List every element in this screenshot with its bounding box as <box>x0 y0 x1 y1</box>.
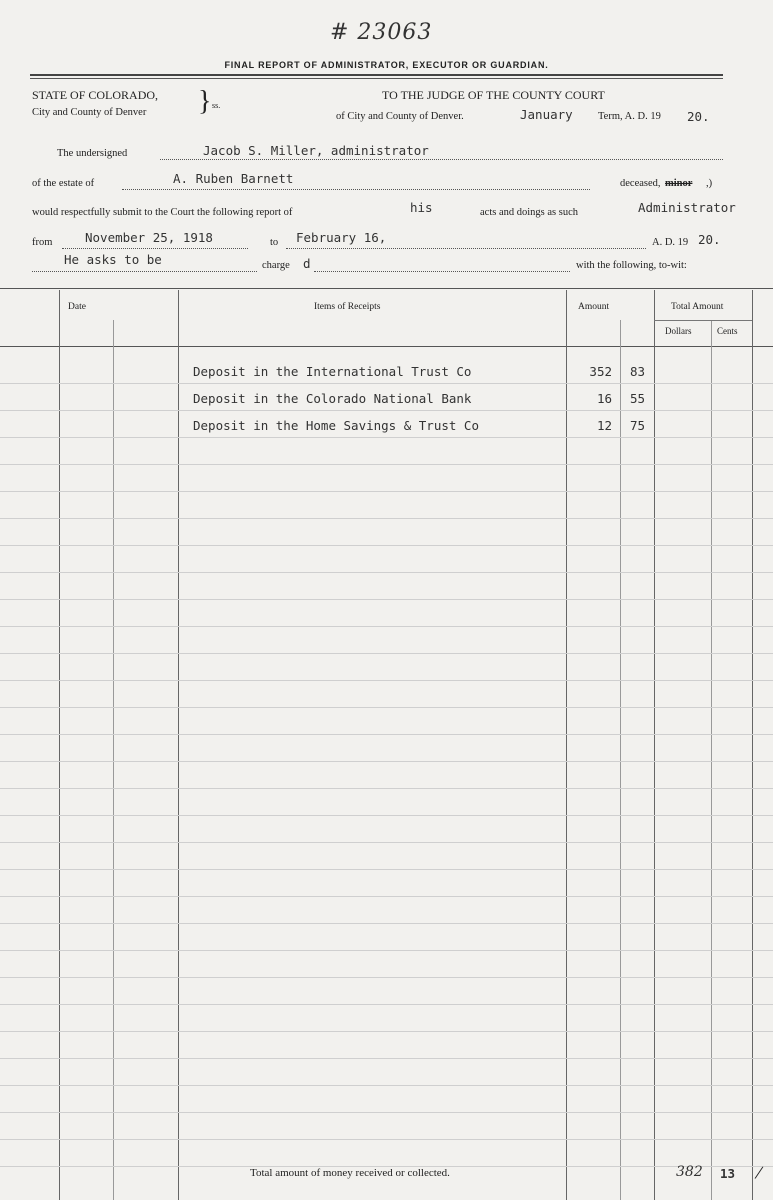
row-description: Deposit in the International Trust Co <box>193 364 472 379</box>
footer-total-label: Total amount of money received or collected. <box>250 1167 450 1179</box>
ruled-line <box>0 734 773 735</box>
row-dollars: 16 <box>596 391 612 406</box>
row-cents: 83 <box>630 364 646 379</box>
charged-line <box>314 271 570 272</box>
estate-name: A. Ruben Barnett <box>173 171 294 186</box>
undersigned-line <box>160 159 723 160</box>
ruled-line <box>0 572 773 573</box>
table-header-border <box>0 346 773 347</box>
col-line-total-mid <box>711 320 712 1200</box>
form-title: FINAL REPORT OF ADMINISTRATOR, EXECUTOR OR GUARDIAN. <box>224 60 549 70</box>
his-word: his <box>410 200 433 215</box>
charged-label: charge <box>262 260 290 271</box>
total-dollars: 382 <box>676 1164 703 1180</box>
tick-mark: / <box>753 1161 765 1185</box>
from-label: from <box>32 237 53 248</box>
ruled-line <box>0 923 773 924</box>
col-line-date-mid <box>113 320 114 1200</box>
col-line-total-right <box>752 290 753 1200</box>
header-items: Items of Receipts <box>314 302 381 312</box>
asks-text: He asks to be <box>64 252 162 267</box>
ruled-line <box>0 977 773 978</box>
acts-text: acts and doings as such <box>480 207 578 218</box>
charged-d: d <box>303 256 311 271</box>
ruled-line <box>0 491 773 492</box>
submit-text: would respectfully submit to the Court the following report of <box>32 207 293 218</box>
ad-year: 20. <box>698 232 721 247</box>
ruled-line <box>0 464 773 465</box>
term-label: Term, A. D. 19 <box>598 111 661 122</box>
ruled-line <box>0 680 773 681</box>
total-cents: 13 <box>720 1166 736 1181</box>
table-top-border <box>0 288 773 289</box>
to-judge-label: TO THE JUDGE OF THE COUNTY COURT <box>382 88 605 102</box>
to-label: to <box>270 237 279 248</box>
header-dollars: Dollars <box>665 326 692 336</box>
ruled-line <box>0 437 773 438</box>
ruled-line <box>0 950 773 951</box>
col-line-amount-left <box>566 290 567 1200</box>
state-label: STATE OF COLORADO, <box>32 88 159 102</box>
header-total-amount: Total Amount <box>671 302 724 312</box>
row-description: Deposit in the Home Savings & Trust Co <box>193 418 479 433</box>
to-date: February 16, <box>296 230 387 245</box>
from-line <box>62 248 248 249</box>
ruled-line <box>0 518 773 519</box>
row-cents: 55 <box>630 391 646 406</box>
title-rule <box>30 74 723 76</box>
deceased-minor-struck: minor <box>665 178 693 189</box>
ruled-line <box>0 1031 773 1032</box>
estate-line <box>122 189 590 190</box>
col-line-date-right <box>178 290 179 1200</box>
term-month: January <box>520 107 573 122</box>
deceased-close-paren: ,) <box>706 178 713 189</box>
ruled-line <box>0 1139 773 1140</box>
role-text: Administrator <box>638 200 736 215</box>
ruled-line <box>0 1112 773 1113</box>
ruled-line <box>0 1058 773 1059</box>
ruled-line <box>0 707 773 708</box>
city-county-label: City and County of Denver <box>32 107 147 118</box>
ad-label: A. D. 19 <box>652 237 689 248</box>
ruled-line <box>0 869 773 870</box>
ruled-line <box>0 626 773 627</box>
ruled-line <box>0 788 773 789</box>
ruled-line <box>0 410 773 411</box>
title-rule-thin <box>30 78 723 79</box>
ruled-line <box>0 1085 773 1086</box>
deceased-label: deceased, <box>620 178 661 189</box>
term-year: 20. <box>687 109 710 124</box>
total-amount-sub-border <box>654 320 752 321</box>
header-cents: Cents <box>717 326 738 336</box>
from-date: November 25, 1918 <box>85 230 213 245</box>
ruled-line <box>0 815 773 816</box>
ruled-line <box>0 896 773 897</box>
header-amount: Amount <box>578 302 610 312</box>
estate-label: of the estate of <box>32 178 95 189</box>
undersigned-name: Jacob S. Miller, administrator <box>203 143 429 158</box>
row-cents: 75 <box>630 418 646 433</box>
with-following-text: with the following, to-wit: <box>576 260 687 271</box>
of-city-label: of City and County of Denver. <box>336 111 464 122</box>
header-date: Date <box>68 302 86 312</box>
row-dollars: 12 <box>596 418 612 433</box>
ruled-line <box>0 842 773 843</box>
ruled-line <box>0 653 773 654</box>
ruled-line <box>0 761 773 762</box>
ruled-line <box>0 545 773 546</box>
to-line <box>286 248 646 249</box>
col-line-amount-mid <box>620 320 621 1200</box>
ruled-line <box>0 599 773 600</box>
brace-symbol: } <box>198 86 212 117</box>
ss-label: ss. <box>212 101 221 110</box>
file-number: # 23063 <box>330 20 433 45</box>
ruled-line <box>0 383 773 384</box>
undersigned-label: The undersigned <box>57 148 128 159</box>
ruled-line <box>0 1004 773 1005</box>
asks-line <box>32 271 257 272</box>
col-line-total-left <box>654 290 655 1200</box>
row-dollars: 352 <box>589 364 612 379</box>
col-line-date-left <box>59 290 60 1200</box>
row-description: Deposit in the Colorado National Bank <box>193 391 472 406</box>
